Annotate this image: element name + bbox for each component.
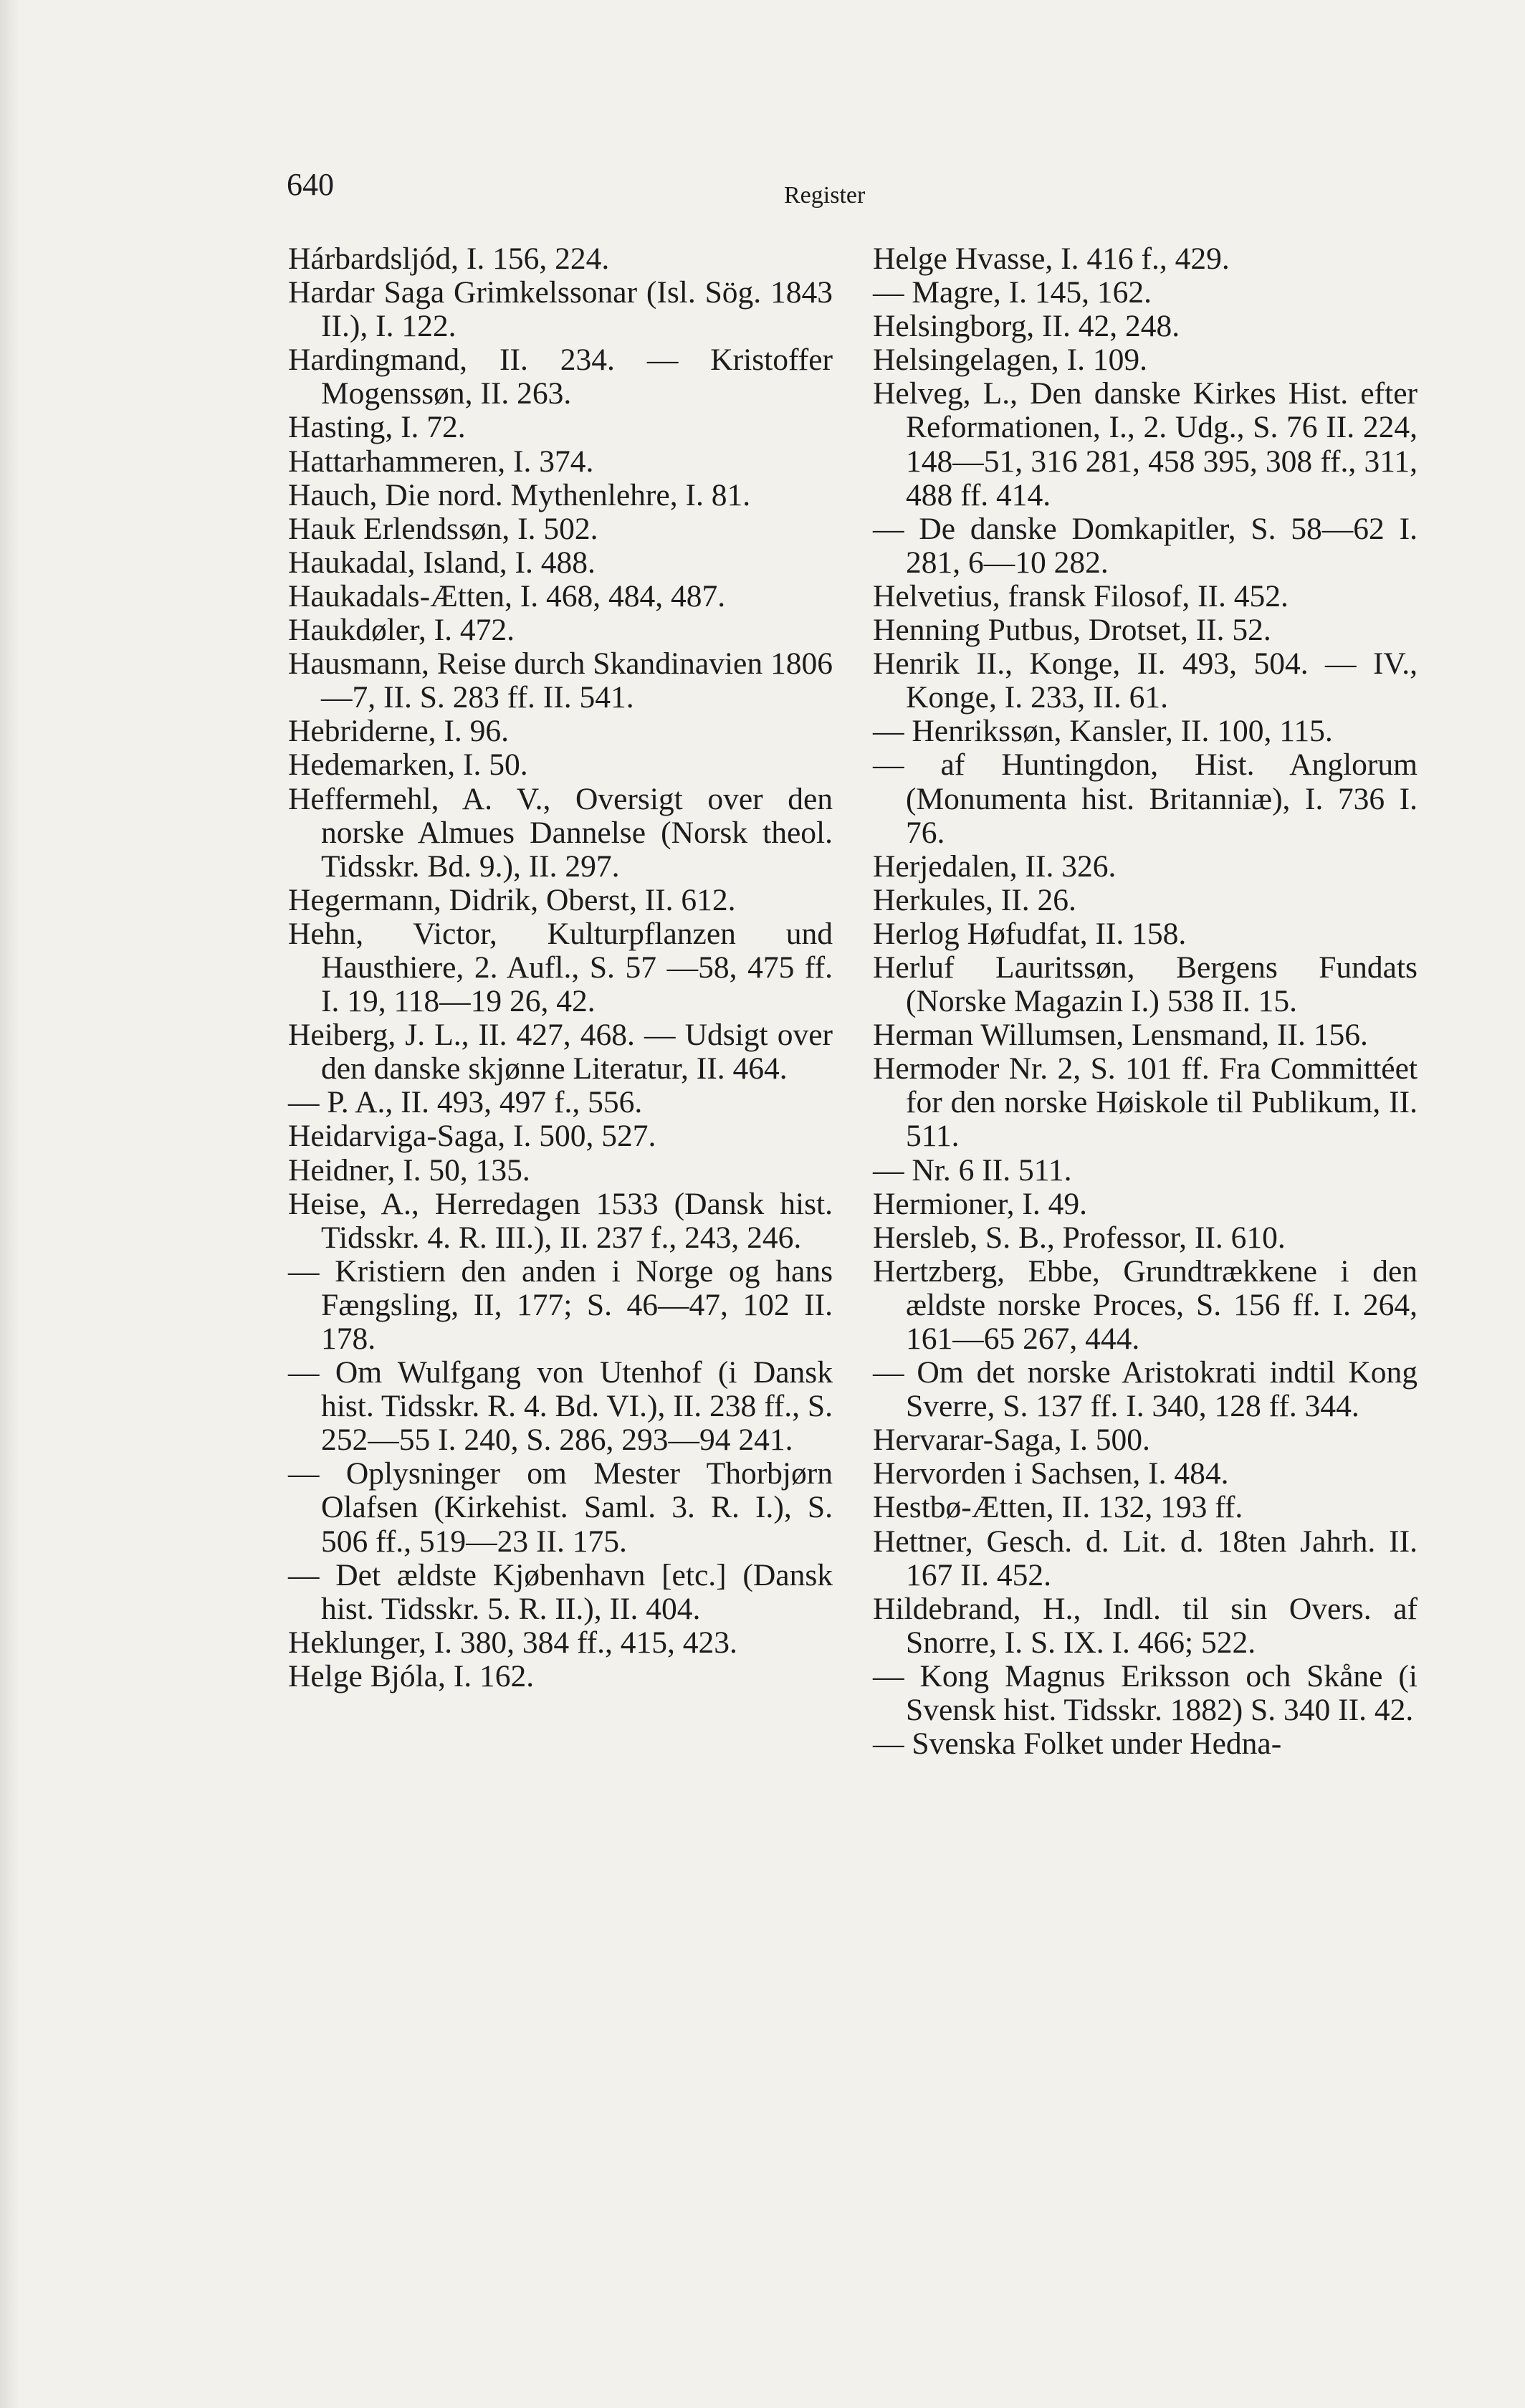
index-entry: Hauk Erlendssøn, I. 502. xyxy=(288,511,598,546)
index-entry: Hedemarken, I. 50. xyxy=(288,747,528,783)
index-entry: — Kong Magnus Eriksson och Skåne (i Svensk hist. Tidsskr. 1882) S. 340 II. 42. xyxy=(873,1658,1418,1728)
index-entry: Helsingborg, II. 42, 248. xyxy=(873,309,1180,344)
index-entry: Helveg, L., Den danske Kirkes Hist. efter Reformationen, I., 2. Udg., S. 76 II. 224, 148—51, 316 281, 458 395, 308 ff., 311, 488 ff. 414. xyxy=(873,376,1418,512)
index-entry: Hardingmand, II. 234. — Kristoffer Mogenssøn, II. 263. xyxy=(288,343,833,411)
index-entry: Hasting, I. 72. xyxy=(288,410,466,445)
index-entry: Haukadals-Ætten, I. 468, 484, 487. xyxy=(288,578,726,613)
index-entry: — Nr. 6 II. 511. xyxy=(873,1152,1072,1188)
index-entry: Helsingelagen, I. 109. xyxy=(873,343,1147,378)
index-entry: Hertzberg, Ebbe, Grundtrækkene i den ældste norske Proces, S. 156 ff. I. 264, 161—65 267, 444. xyxy=(873,1253,1418,1356)
index-entry: — P. A., II. 493, 497 f., 556. xyxy=(288,1085,643,1120)
index-entry: Hauch, Die nord. Mythenlehre, I. 81. xyxy=(288,477,751,512)
index-entry: Heidarviga-Saga, I. 500, 527. xyxy=(288,1119,656,1154)
page-number: 640 xyxy=(287,167,334,202)
index-entry: Hervorden i Sachsen, I. 484. xyxy=(873,1456,1229,1491)
index-entry: Hestbø-Ætten, II. 132, 193 ff. xyxy=(873,1490,1243,1525)
index-entry: — Henrikssøn, Kansler, II. 100, 115. xyxy=(873,714,1333,749)
index-entry: Heidner, I. 50, 135. xyxy=(288,1152,530,1188)
scan-edge-shadow xyxy=(0,0,20,2408)
index-entry: Haukadal, Island, I. 488. xyxy=(288,545,596,580)
index-entry: Henning Putbus, Drotset, II. 52. xyxy=(873,613,1271,648)
left-column xyxy=(288,242,833,1693)
index-entry: — Om Wulfgang von Utenhof (i Dansk hist. Tidsskr. R. 4. Bd. VI.), II. 238 ff., S. 252—55 I. 240, S. 286, 293—94 241. xyxy=(288,1355,833,1458)
index-entry: Hattarhammeren, I. 374. xyxy=(288,444,594,479)
index-entry: Heklunger, I. 380, 384 ff., 415, 423. xyxy=(288,1625,737,1660)
index-entry: Herkules, II. 26. xyxy=(873,882,1076,917)
running-head: Register xyxy=(784,182,866,209)
index-entry: Helvetius, fransk Filosof, II. 452. xyxy=(873,578,1289,613)
index-entry: Hebriderne, I. 96. xyxy=(288,714,510,749)
index-entry: — Om det norske Aristokrati indtil Kong Sverre, S. 137 ff. I. 340, 128 ff. 344. xyxy=(873,1355,1418,1424)
index-entry: Henrik II., Konge, II. 493, 504. — IV., Konge, I. 233, II. 61. xyxy=(873,646,1418,715)
index-entry: Hettner, Gesch. d. Lit. d. 18ten Jahrh. II. 167 II. 452. xyxy=(873,1524,1418,1592)
index-entry: Hausmann, Reise durch Skandinavien 1806—7, II. S. 283 ff. II. 541. xyxy=(288,646,833,715)
index-entry: Herjedalen, II. 326. xyxy=(873,849,1117,884)
index-entry: Hervarar-Saga, I. 500. xyxy=(873,1423,1150,1458)
index-entry: — Oplysninger om Mester Thorbjørn Olafsen (Kirkehist. Saml. 3. R. I.), S. 506 ff., 519—23 II. 175. xyxy=(288,1456,833,1559)
index-entry: Heffermehl, A. V., Oversigt over den norske Almues Dannelse (Norsk theol. Tidsskr. Bd. 9.), II. 297. xyxy=(288,781,833,884)
index-entry: — Det ældste Kjøbenhavn [etc.] (Dansk hist. Tidsskr. 5. R. II.), II. 404. xyxy=(288,1557,833,1626)
index-entry: Herluf Lauritssøn, Bergens Fundats (Norske Magazin I.) 538 II. 15. xyxy=(873,950,1418,1019)
index-entry: Hárbardsljód, I. 156, 224. xyxy=(288,242,610,276)
index-entry: Hersleb, S. B., Professor, II. 610. xyxy=(873,1220,1286,1255)
index-entry: — Svenska Folket under Hedna- xyxy=(873,1726,1282,1762)
index-entry: Hildebrand, H., Indl. til sin Overs. af Snorre, I. S. IX. I. 466; 522. xyxy=(873,1591,1418,1660)
index-entry: Heiberg, J. L., II. 427, 468. — Udsigt over den danske skjønne Literatur, II. 464. xyxy=(288,1018,833,1086)
index-entry: Hermoder Nr. 2, S. 101 ff. Fra Committéet for den norske Høiskole til Publikum, II. 511. xyxy=(873,1051,1418,1154)
right-column xyxy=(873,242,1418,1761)
index-entry: Herlog Høfudfat, II. 158. xyxy=(873,916,1187,951)
index-entry: Hermioner, I. 49. xyxy=(873,1186,1088,1221)
index-entry: — Magre, I. 145, 162. xyxy=(873,275,1152,310)
index-entry: Haukdøler, I. 472. xyxy=(288,613,515,648)
index-entry: Helge Bjóla, I. 162. xyxy=(288,1658,535,1693)
index-entry: Helge Hvasse, I. 416 f., 429. xyxy=(873,242,1230,276)
index-entry: Heise, A., Herredagen 1533 (Dansk hist. Tidsskr. 4. R. III.), II. 237 f., 243, 246. xyxy=(288,1186,833,1255)
index-entry: Hardar Saga Grimkelssonar (Isl. Sög. 1843 II.), I. 122. xyxy=(288,275,833,344)
index-entry: — De danske Domkapitler, S. 58—62 I. 281, 6—10 282. xyxy=(873,511,1418,580)
index-entry: Herman Willumsen, Lensmand, II. 156. xyxy=(873,1018,1368,1053)
index-entry: — af Huntingdon, Hist. Anglorum (Monumenta hist. Britanniæ), I. 736 I. 76. xyxy=(873,747,1418,850)
index-entry: Hegermann, Didrik, Oberst, II. 612. xyxy=(288,882,736,917)
index-entry: — Kristiern den anden i Norge og hans Fængsling, II, 177; S. 46—47, 102 II. 178. xyxy=(288,1253,833,1356)
index-entry: Hehn, Victor, Kulturpflanzen und Hausthiere, 2. Aufl., S. 57 —58, 475 ff. I. 19, 118—19 26, 42. xyxy=(288,916,833,1019)
